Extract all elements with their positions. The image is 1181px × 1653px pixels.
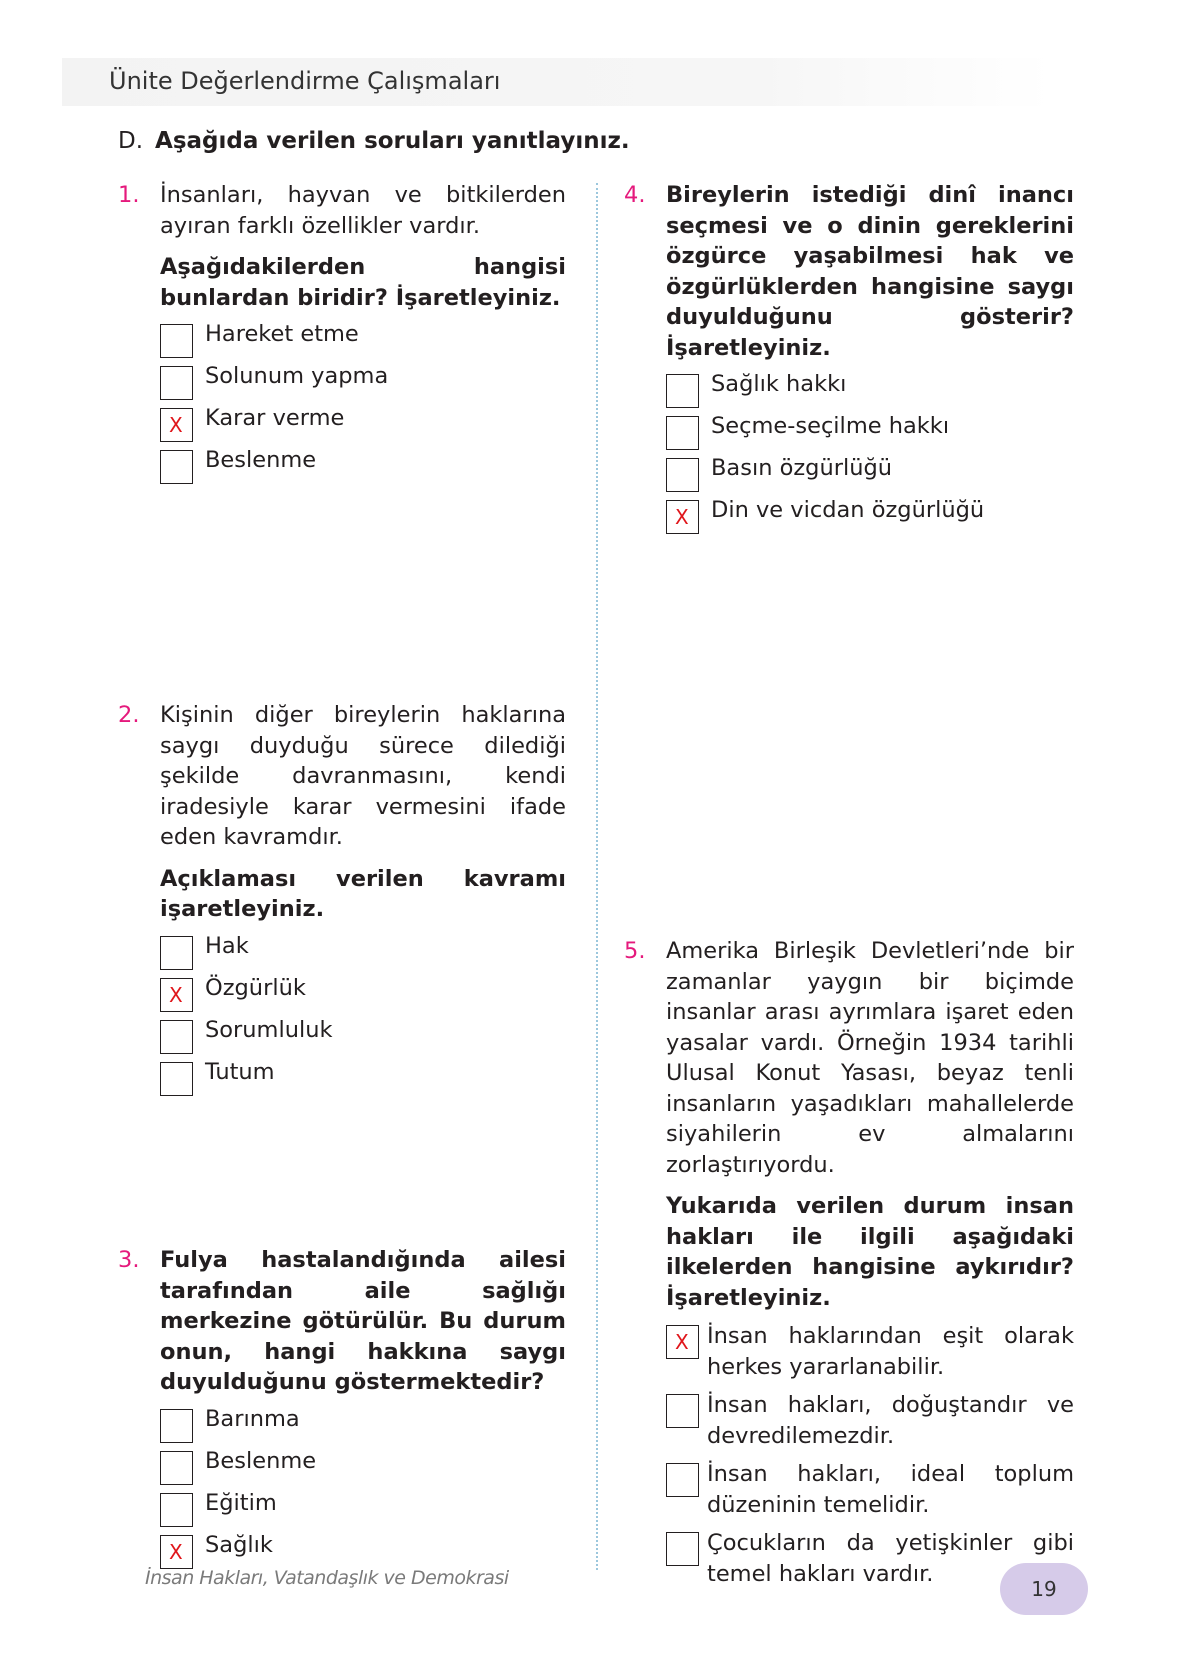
option-3[interactable]	[160, 1016, 566, 1061]
checkbox[interactable]	[160, 366, 193, 400]
checkbox[interactable]	[160, 1409, 193, 1443]
option-label: Eğitim	[205, 1489, 277, 1516]
check-mark: X	[675, 505, 689, 529]
option-2[interactable]	[666, 1393, 1074, 1451]
question-number: 4.	[624, 182, 646, 208]
unit-title: Ünite Değerlendirme Çalışmaları	[109, 67, 501, 95]
option-label: Beslenme	[205, 447, 317, 473]
option-label: Sağlık hakkı	[711, 371, 847, 397]
option-label: Hareket etme	[205, 321, 359, 347]
option-label: Hak	[205, 932, 249, 959]
option-label: Beslenme	[205, 1447, 317, 1474]
checkbox[interactable]	[666, 500, 699, 534]
question-stem: Kişinin diğer bireylerin haklarına saygı duyduğu sürece dilediği şekilde davranmasını, kendi iradesiyle karar vermesini ifade eden kavramdır.	[160, 702, 566, 850]
option-label: Çocukların da yetişkinler gibi temel hakları vardır.	[707, 1530, 1074, 1587]
column-divider	[596, 183, 598, 1570]
question-number: 1.	[118, 182, 140, 208]
section-letter: D.	[118, 128, 144, 154]
checkbox[interactable]	[666, 1463, 699, 1497]
option-label: Basın özgürlüğü	[711, 455, 893, 481]
option-1[interactable]	[160, 1405, 566, 1450]
option-label: Sorumluluk	[205, 1016, 333, 1043]
option-label: Solunum yapma	[205, 363, 389, 389]
checkbox[interactable]	[160, 1535, 193, 1569]
question-number: 3.	[118, 1247, 140, 1273]
question-prompt: Bireylerin istediği dinî inancı seçmesi ve o dinin gereklerini özgürce yaşabilmesi hak ve özgürlüklerden hangisine saygı duyulduğunu gösterir? İşaretleyiniz.	[666, 182, 1074, 361]
checkbox[interactable]	[160, 450, 193, 484]
question-prompt: Aşağıdakilerden hangisi bunlardan biridir? İşaretleyiniz.	[160, 254, 566, 311]
section-instruction: Aşağıda verilen soruları yanıtlayınız.	[155, 128, 630, 154]
option-label: İnsan hakları, ideal toplum düzeninin temelidir.	[707, 1461, 1074, 1518]
checkbox[interactable]	[160, 1062, 193, 1096]
question-number: 2.	[118, 702, 140, 728]
option-4[interactable]	[666, 499, 1074, 541]
option-1[interactable]	[160, 932, 566, 977]
option-2[interactable]	[160, 974, 566, 1019]
option-2[interactable]	[666, 415, 1074, 457]
check-mark: X	[169, 413, 183, 437]
option-2[interactable]	[160, 365, 566, 407]
check-mark: X	[169, 1539, 183, 1564]
question-prompt: Yukarıda verilen durum insan hakları ile ilgili aşağıdaki ilkelerden hangisine aykırıdır? İşaretleyiniz.	[666, 1193, 1074, 1311]
page-number: 19	[1031, 1577, 1057, 1601]
checkbox[interactable]	[666, 1394, 699, 1428]
option-label: Seçme-seçilme hakkı	[711, 413, 950, 439]
footer-book-title: İnsan Hakları, Vatandaşlık ve Demokrasi	[145, 1567, 509, 1589]
option-label: Din ve vicdan özgürlüğü	[711, 497, 985, 523]
option-label: Sağlık	[205, 1531, 273, 1558]
option-1[interactable]	[160, 323, 566, 365]
option-4[interactable]	[160, 449, 566, 491]
checkbox[interactable]	[160, 1451, 193, 1485]
option-2[interactable]	[160, 1447, 566, 1492]
option-label: Barınma	[205, 1405, 300, 1432]
checkbox[interactable]	[666, 416, 699, 450]
option-3[interactable]	[160, 1489, 566, 1534]
checkbox[interactable]	[160, 1020, 193, 1054]
option-3[interactable]	[666, 457, 1074, 499]
option-3[interactable]	[160, 407, 566, 449]
option-label: Karar verme	[205, 405, 345, 431]
question-prompt: Fulya hastalandığında ailesi tarafından aile sağlığı merkezine götürülür. Bu durum onun, hangi hakkına saygı duyulduğunu göstermektedir?	[160, 1247, 566, 1395]
option-label: Tutum	[205, 1058, 275, 1085]
checkbox[interactable]	[666, 374, 699, 408]
checkbox[interactable]	[666, 1325, 699, 1359]
checkbox[interactable]	[666, 458, 699, 492]
option-1[interactable]	[666, 373, 1074, 415]
question-stem: İnsanları, hayvan ve bitkilerden ayıran farklı özellikler vardır.	[160, 182, 566, 239]
checkbox[interactable]	[160, 978, 193, 1012]
option-4[interactable]	[160, 1058, 566, 1103]
option-label: Özgürlük	[205, 974, 306, 1001]
question-prompt: Açıklaması verilen kavramı işaretleyiniz.	[160, 865, 566, 922]
question-number: 5.	[624, 938, 646, 964]
checkbox[interactable]	[160, 324, 193, 358]
check-mark: X	[169, 982, 183, 1007]
option-label: İnsan hakları, doğuştandır ve devredilemezdir.	[707, 1392, 1074, 1449]
section-heading	[118, 128, 630, 154]
checkbox[interactable]	[160, 936, 193, 970]
question-stem: Amerika Birleşik Devletleri’nde bir zamanlar yaygın bir biçimde insanlar arası ayrımlara işaret eden yasalar vardı. Örneğin 1934 tarihli Ulusal Konut Yasası, beyaz tenli insanların yaşadıkları mahallelerde siyahilerin ev almalarını zorlaştırıyordu.	[666, 938, 1074, 1178]
option-3[interactable]	[666, 1462, 1074, 1520]
check-mark: X	[675, 1330, 689, 1354]
checkbox[interactable]	[160, 1493, 193, 1527]
option-1[interactable]	[666, 1324, 1074, 1382]
page-number-badge	[1000, 1563, 1088, 1615]
checkbox[interactable]	[160, 408, 193, 442]
option-label: İnsan haklarından eşit olarak herkes yararlanabilir.	[707, 1323, 1074, 1380]
checkbox[interactable]	[666, 1532, 699, 1566]
